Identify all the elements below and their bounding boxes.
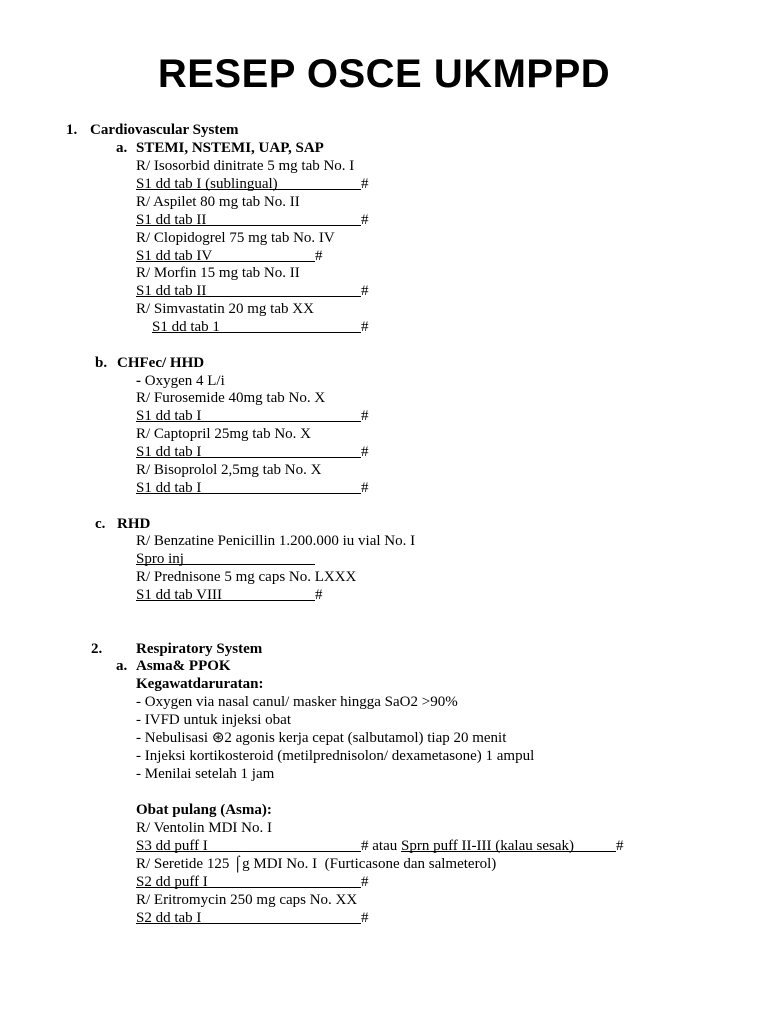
- signa-line: S1 dd tab II #: [136, 283, 369, 299]
- signa-line: S2 dd puff I #: [136, 874, 369, 890]
- signa-line: S1 dd tab II #: [136, 212, 369, 228]
- signa-line: S1 dd tab IV #: [136, 248, 323, 264]
- signa-line: Spro inj: [136, 550, 315, 568]
- rx-line: - Oxygen 4 L/i: [136, 373, 225, 389]
- signa-line: S1 dd tab VIII #: [136, 587, 323, 603]
- subsection-2a-heading: a. Asma& PPOK: [116, 658, 231, 674]
- signa-line: S1 dd tab I #: [136, 444, 369, 460]
- rx-line: R/ Bisoprolol 2,5mg tab No. X: [136, 462, 322, 478]
- subsection-1c-heading: c. RHD: [95, 516, 151, 532]
- emergency-item: - IVFD untuk injeksi obat: [136, 712, 291, 728]
- rx-line: R/ Aspilet 80 mg tab No. II: [136, 194, 300, 210]
- rx-line: R/ Seretide 125 ⌠g MDI No. I (Furticasone dan salmeterol): [136, 856, 497, 872]
- rx-line: R/ Captopril 25mg tab No. X: [136, 426, 311, 442]
- signa-line: S1 dd tab I #: [136, 408, 369, 424]
- rx-line: R/ Furosemide 40mg tab No. X: [136, 390, 326, 406]
- emergency-item: - Menilai setelah 1 jam: [136, 766, 275, 782]
- rx-line: R/ Isosorbid dinitrate 5 mg tab No. I: [136, 158, 355, 174]
- rx-line: R/ Ventolin MDI No. I: [136, 820, 272, 836]
- emergency-item: - Oxygen via nasal canul/ masker hingga SaO2 >90%: [136, 694, 458, 710]
- rx-line: R/ Eritromycin 250 mg caps No. XX: [136, 892, 358, 908]
- signa-line: S2 dd tab I #: [136, 910, 369, 926]
- emergency-item: - Nebulisasi ⊛2 agonis kerja cepat (salbutamol) tiap 20 menit: [136, 730, 507, 746]
- page-title: RESEP OSCE UKMPPD: [157, 52, 611, 96]
- rx-line: R/ Benzatine Penicillin 1.200.000 iu vial No. I: [136, 533, 416, 549]
- emergency-heading: Kegawatdaruratan:: [136, 676, 264, 692]
- emergency-item: - Injeksi kortikosteroid (metilprednisolon/ dexametasone) 1 ampul: [136, 748, 535, 764]
- rx-line: R/ Morfin 15 mg tab No. II: [136, 265, 300, 281]
- discharge-heading: Obat pulang (Asma):: [136, 802, 272, 818]
- rx-line: R/ Simvastatin 20 mg tab XX: [136, 301, 314, 317]
- section-1-heading: 1. Cardiovascular System: [66, 122, 239, 138]
- subsection-1a-heading: a. STEMI, NSTEMI, UAP, SAP: [116, 140, 324, 156]
- rx-line: R/ Prednisone 5 mg caps No. LXXX: [136, 569, 357, 585]
- signa-line: S3 dd puff I # atau Sprn puff II-III (kalau sesak) #: [136, 838, 624, 854]
- signa-line: S1 dd tab I (sublingual) #: [136, 176, 369, 192]
- subsection-1b-heading: b. CHFec/ HHD: [95, 355, 205, 371]
- rx-line: R/ Clopidogrel 75 mg tab No. IV: [136, 230, 335, 246]
- signa-line: S1 dd tab 1 #: [152, 319, 369, 335]
- section-2-number: 2.: [91, 641, 103, 657]
- section-2-heading: Respiratory System: [136, 641, 263, 657]
- signa-line: S1 dd tab I #: [136, 480, 369, 496]
